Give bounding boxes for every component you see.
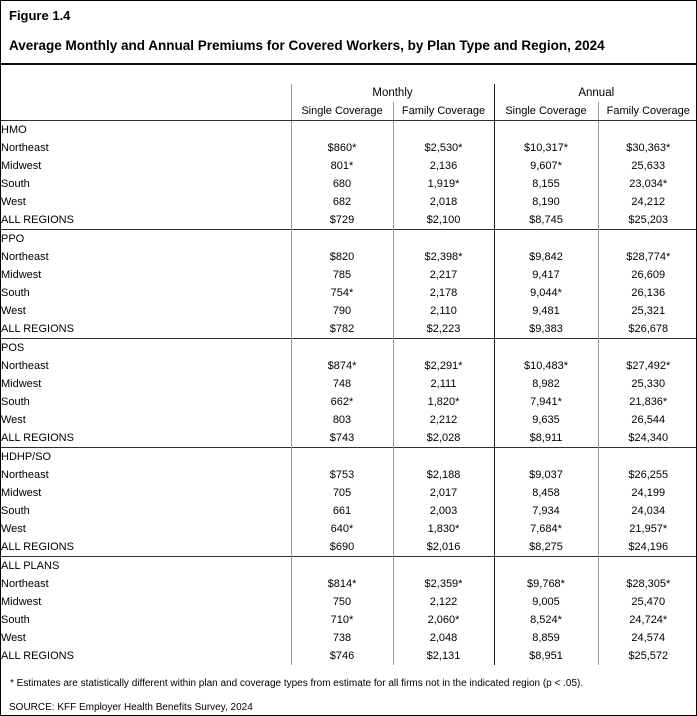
premium-value: 9,607* — [494, 157, 598, 175]
region-label: Midwest — [1, 487, 42, 499]
all-regions-label: ALL REGIONS — [1, 323, 74, 335]
premium-value: 21,836* — [598, 393, 697, 411]
plan-type-row — [1, 448, 697, 467]
premium-value: 26,136 — [598, 284, 697, 302]
premium-value: 24,574 — [598, 629, 697, 647]
plan-type-label: HMO — [1, 121, 291, 140]
premium-value: 1,919* — [393, 175, 494, 193]
premium-total-value: $2,028 — [393, 429, 494, 448]
premium-value: $10,483* — [494, 357, 598, 375]
premium-value: 680 — [291, 175, 393, 193]
source-note: SOURCE: KFF Employer Health Benefits Survey, 2024 — [9, 702, 253, 713]
premium-value: $860* — [291, 139, 393, 157]
premium-value: 8,155 — [494, 175, 598, 193]
premium-total-value: $729 — [291, 211, 393, 230]
all-regions-label: ALL REGIONS — [1, 432, 74, 444]
region-row — [1, 393, 697, 411]
region-label: South — [1, 614, 30, 626]
region-label: West — [1, 414, 26, 426]
region-row — [1, 593, 697, 611]
region-label: Northeast — [1, 578, 49, 590]
premium-value: 750 — [291, 593, 393, 611]
region-row — [1, 466, 697, 484]
premium-value: 2,048 — [393, 629, 494, 647]
region-row — [1, 157, 697, 175]
premium-value: 710* — [291, 611, 393, 629]
premium-value: 2,110 — [393, 302, 494, 320]
premium-value: 2,017 — [393, 484, 494, 502]
empty-cell — [494, 448, 598, 467]
premium-total-value: $9,383 — [494, 320, 598, 339]
region-row — [1, 502, 697, 520]
premium-total-value: $2,016 — [393, 538, 494, 557]
premium-value: 803 — [291, 411, 393, 429]
empty-cell — [494, 557, 598, 576]
premium-value: $9,768* — [494, 575, 598, 593]
empty-cell — [291, 557, 393, 576]
premium-value: 25,470 — [598, 593, 697, 611]
region-row — [1, 411, 697, 429]
premium-value: 9,635 — [494, 411, 598, 429]
premium-total-value: $25,572 — [598, 647, 697, 665]
premium-value: 26,609 — [598, 266, 697, 284]
premium-value: $10,317* — [494, 139, 598, 157]
region-row — [1, 266, 697, 284]
premium-value: $9,842 — [494, 248, 598, 266]
premium-value: 705 — [291, 484, 393, 502]
figure-title: Average Monthly and Annual Premiums for Covered Workers, by Plan Type and Region, 2024 — [9, 38, 605, 53]
column-header-monthly-family: Family Coverage — [393, 102, 494, 121]
plan-type-row — [1, 121, 697, 140]
premium-value: $28,774* — [598, 248, 697, 266]
region-label: Midwest — [1, 160, 42, 172]
premium-value: $2,530* — [393, 139, 494, 157]
premium-value: 682 — [291, 193, 393, 211]
region-label: Northeast — [1, 360, 49, 372]
premium-total-value: $8,911 — [494, 429, 598, 448]
premium-total-value: $8,275 — [494, 538, 598, 557]
all-regions-row — [1, 647, 697, 665]
premium-value: 8,458 — [494, 484, 598, 502]
plan-type-label: PPO — [1, 230, 291, 249]
premium-total-value: $690 — [291, 538, 393, 557]
premium-value: 2,122 — [393, 593, 494, 611]
region-row — [1, 611, 697, 629]
premium-value: 2,178 — [393, 284, 494, 302]
premium-value: 2,018 — [393, 193, 494, 211]
region-label: Midwest — [1, 596, 42, 608]
premium-value: 9,417 — [494, 266, 598, 284]
title-divider — [1, 63, 696, 65]
premium-value: 8,190 — [494, 193, 598, 211]
region-row — [1, 139, 697, 157]
premium-value: 9,005 — [494, 593, 598, 611]
figure-label: Figure 1.4 — [9, 8, 71, 23]
region-label: Northeast — [1, 251, 49, 263]
premium-value: 8,982 — [494, 375, 598, 393]
all-regions-row — [1, 320, 697, 339]
premium-value: 9,044* — [494, 284, 598, 302]
premium-value: 2,003 — [393, 502, 494, 520]
empty-cell — [598, 339, 697, 358]
empty-cell — [291, 121, 393, 140]
premium-value: $2,188 — [393, 466, 494, 484]
premium-value: $26,255 — [598, 466, 697, 484]
plan-type-row — [1, 230, 697, 249]
region-row — [1, 357, 697, 375]
region-row — [1, 575, 697, 593]
plan-type-label: HDHP/SO — [1, 448, 291, 467]
region-label: West — [1, 632, 26, 644]
premium-value: 661 — [291, 502, 393, 520]
premium-value: 2,212 — [393, 411, 494, 429]
empty-cell — [291, 448, 393, 467]
premium-value: 21,957* — [598, 520, 697, 538]
premium-value: $814* — [291, 575, 393, 593]
region-label: Midwest — [1, 378, 42, 390]
region-row — [1, 484, 697, 502]
premium-value: 2,111 — [393, 375, 494, 393]
premium-value: 738 — [291, 629, 393, 647]
region-label: South — [1, 505, 30, 517]
premium-value: 785 — [291, 266, 393, 284]
empty-cell — [598, 448, 697, 467]
empty-corner-cell — [1, 102, 291, 121]
region-label: South — [1, 396, 30, 408]
premium-value: 25,633 — [598, 157, 697, 175]
column-group-annual: Annual — [494, 84, 697, 102]
premium-value: 7,684* — [494, 520, 598, 538]
premium-value: $30,363* — [598, 139, 697, 157]
premium-total-value: $26,678 — [598, 320, 697, 339]
all-regions-row — [1, 211, 697, 230]
premium-value: 640* — [291, 520, 393, 538]
premium-value: $2,398* — [393, 248, 494, 266]
column-header-annual-single: Single Coverage — [494, 102, 598, 121]
premium-value: 801* — [291, 157, 393, 175]
premium-value: $28,305* — [598, 575, 697, 593]
empty-cell — [291, 339, 393, 358]
region-label: South — [1, 287, 30, 299]
premium-value: 7,941* — [494, 393, 598, 411]
empty-cell — [291, 230, 393, 249]
premium-total-value: $24,340 — [598, 429, 697, 448]
empty-cell — [598, 121, 697, 140]
column-header-monthly-single: Single Coverage — [291, 102, 393, 121]
premium-total-value: $25,203 — [598, 211, 697, 230]
region-row — [1, 284, 697, 302]
region-label: West — [1, 305, 26, 317]
region-row — [1, 375, 697, 393]
column-header-annual-family: Family Coverage — [598, 102, 697, 121]
column-group-row — [1, 84, 697, 102]
premium-value: 9,481 — [494, 302, 598, 320]
premium-value: 26,544 — [598, 411, 697, 429]
region-row — [1, 520, 697, 538]
plan-type-row — [1, 339, 697, 358]
premium-total-value: $743 — [291, 429, 393, 448]
empty-cell — [393, 339, 494, 358]
premium-value: 1,830* — [393, 520, 494, 538]
premium-total-value: $24,196 — [598, 538, 697, 557]
premiums-table — [1, 84, 697, 665]
premium-total-value: $8,951 — [494, 647, 598, 665]
premium-value: 25,330 — [598, 375, 697, 393]
premium-value: $9,037 — [494, 466, 598, 484]
empty-corner-cell — [1, 84, 291, 102]
empty-cell — [393, 448, 494, 467]
all-regions-row — [1, 538, 697, 557]
empty-cell — [598, 557, 697, 576]
premium-value: 24,199 — [598, 484, 697, 502]
premium-value: 748 — [291, 375, 393, 393]
region-label: South — [1, 178, 30, 190]
premium-value: 2,060* — [393, 611, 494, 629]
premium-total-value: $2,223 — [393, 320, 494, 339]
all-regions-label: ALL REGIONS — [1, 541, 74, 553]
premium-value: 790 — [291, 302, 393, 320]
region-label: West — [1, 523, 26, 535]
premium-total-value: $746 — [291, 647, 393, 665]
premium-value: $2,291* — [393, 357, 494, 375]
premium-total-value: $782 — [291, 320, 393, 339]
all-regions-label: ALL REGIONS — [1, 214, 74, 226]
plan-type-label: POS — [1, 339, 291, 358]
column-header-row — [1, 102, 697, 121]
empty-cell — [393, 121, 494, 140]
premium-value: $820 — [291, 248, 393, 266]
premium-total-value: $8,745 — [494, 211, 598, 230]
region-label: Northeast — [1, 142, 49, 154]
region-row — [1, 629, 697, 647]
column-group-monthly: Monthly — [291, 84, 494, 102]
premium-value: 23,034* — [598, 175, 697, 193]
premium-value: 2,217 — [393, 266, 494, 284]
premium-value: 754* — [291, 284, 393, 302]
empty-cell — [598, 230, 697, 249]
premium-value: 24,034 — [598, 502, 697, 520]
all-regions-row — [1, 429, 697, 448]
plan-type-label: ALL PLANS — [1, 557, 291, 576]
premium-value: $2,359* — [393, 575, 494, 593]
premium-total-value: $2,100 — [393, 211, 494, 230]
premium-value: 662* — [291, 393, 393, 411]
footnote: * Estimates are statistically different within plan and coverage types from estimate for all firms not in the indicated region (p < .05). — [10, 678, 584, 689]
empty-cell — [393, 557, 494, 576]
premium-value: 25,321 — [598, 302, 697, 320]
premium-value: 8,859 — [494, 629, 598, 647]
empty-cell — [494, 339, 598, 358]
premium-value: 2,136 — [393, 157, 494, 175]
premium-value: 1,820* — [393, 393, 494, 411]
empty-cell — [393, 230, 494, 249]
plan-type-row — [1, 557, 697, 576]
region-label: West — [1, 196, 26, 208]
region-row — [1, 302, 697, 320]
region-row — [1, 193, 697, 211]
empty-cell — [494, 121, 598, 140]
region-label: Midwest — [1, 269, 42, 281]
premium-value: 8,524* — [494, 611, 598, 629]
all-regions-label: ALL REGIONS — [1, 650, 74, 662]
region-row — [1, 248, 697, 266]
empty-cell — [494, 230, 598, 249]
region-row — [1, 175, 697, 193]
premium-value: $753 — [291, 466, 393, 484]
premium-value: $874* — [291, 357, 393, 375]
region-label: Northeast — [1, 469, 49, 481]
premium-value: $27,492* — [598, 357, 697, 375]
premium-value: 24,212 — [598, 193, 697, 211]
figure-header — [1, 1, 696, 53]
premium-total-value: $2,131 — [393, 647, 494, 665]
premium-value: 7,934 — [494, 502, 598, 520]
premium-value: 24,724* — [598, 611, 697, 629]
